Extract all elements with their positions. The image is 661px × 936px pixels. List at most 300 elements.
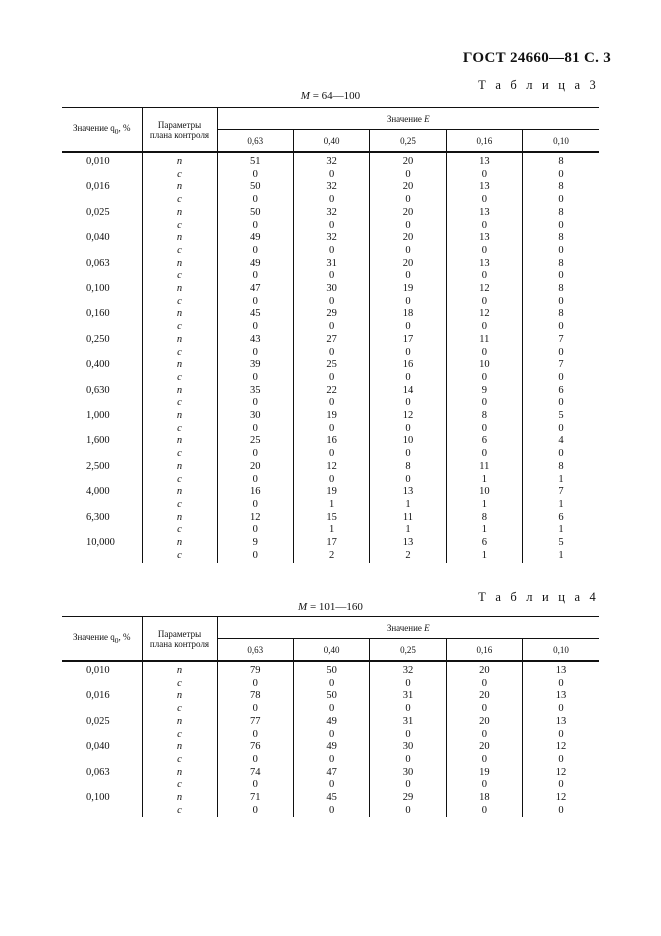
q0-value-cell: 0,063	[86, 257, 110, 269]
table-3-subtitle	[0, 90, 661, 102]
value-cell: 6	[523, 512, 599, 525]
value-cell: 0	[370, 474, 446, 487]
param-c-cell: c	[142, 779, 217, 792]
value-cell: 0	[217, 550, 293, 563]
value-cell: 0	[370, 321, 446, 334]
q0-value-cell: 0,250	[86, 333, 110, 345]
param-c-cell: c	[142, 805, 217, 818]
value-cell: 20	[370, 152, 446, 169]
value-cell: 0	[293, 423, 369, 436]
q0-value-cell: 10,000	[86, 537, 115, 549]
param-c-cell: c	[142, 448, 217, 461]
param-n-cell: n	[142, 334, 217, 347]
table-row	[62, 524, 599, 537]
param-c-cell: c	[142, 220, 217, 233]
param-c-cell: c	[142, 372, 217, 385]
q0-value-cell	[62, 678, 142, 691]
value-cell: 0	[217, 474, 293, 487]
value-cell: 8	[523, 258, 599, 271]
table-row	[62, 435, 599, 448]
value-cell: 13	[446, 152, 522, 169]
value-cell: 0	[446, 448, 522, 461]
table-row	[62, 512, 599, 525]
value-cell: 7	[523, 334, 599, 347]
value-cell: 0	[523, 321, 599, 334]
table-row	[62, 423, 599, 436]
value-cell: 0	[446, 321, 522, 334]
value-cell: 0	[523, 703, 599, 716]
page-header: ГОСТ 24660—81 С. 3	[462, 50, 611, 66]
value-cell: 39	[217, 359, 293, 372]
value-cell: 0	[293, 754, 369, 767]
value-cell: 20	[370, 258, 446, 271]
value-cell: 0	[370, 347, 446, 360]
value-cell: 0	[523, 729, 599, 742]
value-cell: 0	[523, 220, 599, 233]
param-c-cell: c	[142, 499, 217, 512]
e-value-header: 0,16	[446, 639, 522, 662]
value-cell: 49	[293, 716, 369, 729]
param-c-cell: c	[142, 729, 217, 742]
value-cell: 32	[293, 152, 369, 169]
value-cell: 12	[446, 308, 522, 321]
value-cell: 30	[293, 283, 369, 296]
q0-value-cell	[62, 474, 142, 487]
param-n-cell: n	[142, 207, 217, 220]
param-n-cell: n	[142, 232, 217, 245]
value-cell: 0	[370, 729, 446, 742]
q0-value-cell: 0,100	[86, 283, 110, 295]
q0-value-cell	[62, 296, 142, 309]
value-cell: 13	[523, 716, 599, 729]
value-cell: 49	[217, 258, 293, 271]
value-cell: 47	[217, 283, 293, 296]
value-cell: 0	[293, 805, 369, 818]
value-cell: 8	[523, 461, 599, 474]
value-cell: 0	[293, 296, 369, 309]
value-cell: 22	[293, 385, 369, 398]
subtitle-variable: M	[298, 601, 308, 613]
value-cell: 12	[523, 767, 599, 780]
value-cell: 18	[370, 308, 446, 321]
value-cell: 0	[446, 245, 522, 258]
e-value-header: 0,63	[217, 639, 293, 662]
value-cell: 0	[217, 372, 293, 385]
value-cell: 0	[523, 754, 599, 767]
value-cell: 1	[523, 550, 599, 563]
value-cell: 0	[293, 220, 369, 233]
value-cell: 8	[523, 283, 599, 296]
param-c-cell: c	[142, 296, 217, 309]
value-cell: 0	[293, 678, 369, 691]
value-cell: 7	[523, 359, 599, 372]
value-cell: 6	[446, 537, 522, 550]
q0-value-cell	[62, 372, 142, 385]
value-cell: 43	[217, 334, 293, 347]
value-cell: 0	[293, 448, 369, 461]
value-cell: 78	[217, 690, 293, 703]
value-cell: 1	[370, 499, 446, 512]
q0-value-cell: 0,063	[86, 766, 110, 778]
table-row	[62, 372, 599, 385]
value-cell: 45	[293, 792, 369, 805]
value-cell: 31	[370, 690, 446, 703]
value-cell: 0	[217, 270, 293, 283]
value-cell: 0	[217, 524, 293, 537]
q0-value-cell: 0,016	[86, 181, 110, 193]
q0-value-cell	[62, 779, 142, 792]
value-cell: 20	[370, 181, 446, 194]
q0-value-cell: 1,000	[86, 410, 110, 422]
value-cell: 0	[217, 448, 293, 461]
param-c-cell: c	[142, 754, 217, 767]
col-header-q: Значение $q_0$, %	[62, 108, 142, 153]
value-cell: 12	[446, 283, 522, 296]
value-cell: 0	[293, 397, 369, 410]
param-n-cell: n	[142, 690, 217, 703]
value-cell: 11	[446, 334, 522, 347]
value-cell: 13	[446, 232, 522, 245]
value-cell: 50	[293, 690, 369, 703]
param-c-cell: c	[142, 423, 217, 436]
value-cell: 9	[217, 537, 293, 550]
value-cell: 1	[523, 524, 599, 537]
value-cell: 0	[217, 703, 293, 716]
value-cell: 1	[446, 474, 522, 487]
table-row	[62, 410, 599, 423]
value-cell: 8	[523, 308, 599, 321]
value-cell: 20	[370, 232, 446, 245]
value-cell: 32	[293, 232, 369, 245]
q0-value-cell	[62, 397, 142, 410]
table-row	[62, 661, 599, 678]
value-cell: 8	[523, 232, 599, 245]
value-cell: 0	[523, 779, 599, 792]
value-cell: 0	[446, 423, 522, 436]
value-cell: 0	[446, 678, 522, 691]
table-row	[62, 805, 599, 818]
col-header-params: Параметры плана контроля	[142, 617, 217, 662]
q0-value-cell	[62, 729, 142, 742]
value-cell: 0	[370, 270, 446, 283]
value-cell: 1	[446, 550, 522, 563]
value-cell: 6	[446, 435, 522, 448]
param-n-cell: n	[142, 359, 217, 372]
value-cell: 16	[370, 359, 446, 372]
table-row	[62, 296, 599, 309]
param-n-cell: n	[142, 152, 217, 169]
table-row	[62, 448, 599, 461]
table-row	[62, 258, 599, 271]
value-cell: 0	[217, 220, 293, 233]
table-row	[62, 334, 599, 347]
value-cell: 11	[370, 512, 446, 525]
value-cell: 0	[370, 169, 446, 182]
value-cell: 0	[370, 194, 446, 207]
q0-value-cell: 1,600	[86, 435, 110, 447]
q0-value-cell	[62, 270, 142, 283]
value-cell: 19	[370, 283, 446, 296]
value-cell: 0	[523, 245, 599, 258]
value-cell: 12	[370, 410, 446, 423]
q0-value-cell	[62, 194, 142, 207]
value-cell: 32	[293, 181, 369, 194]
table-row	[62, 181, 599, 194]
param-c-cell: c	[142, 678, 217, 691]
param-n-cell: n	[142, 537, 217, 550]
value-cell: 13	[523, 661, 599, 678]
subtitle-variable: M	[300, 90, 310, 102]
table-row	[62, 283, 599, 296]
q0-value-cell	[62, 423, 142, 436]
value-cell: 10	[370, 435, 446, 448]
value-cell: 16	[293, 435, 369, 448]
q0-value-cell	[62, 347, 142, 360]
param-c-cell: c	[142, 474, 217, 487]
value-cell: 27	[293, 334, 369, 347]
value-cell: 0	[523, 169, 599, 182]
value-cell: 49	[217, 232, 293, 245]
value-cell: 0	[370, 397, 446, 410]
value-cell: 13	[446, 181, 522, 194]
value-cell: 0	[523, 423, 599, 436]
table-row	[62, 729, 599, 742]
value-cell: 6	[523, 385, 599, 398]
value-cell: 1	[293, 499, 369, 512]
param-n-cell: n	[142, 661, 217, 678]
value-cell: 31	[293, 258, 369, 271]
param-n-cell: n	[142, 512, 217, 525]
value-cell: 0	[370, 220, 446, 233]
value-cell: 0	[446, 729, 522, 742]
value-cell: 0	[293, 372, 369, 385]
table-row	[62, 779, 599, 792]
table-row	[62, 690, 599, 703]
value-cell: 0	[370, 678, 446, 691]
table-row	[62, 703, 599, 716]
q0-value-cell	[62, 245, 142, 258]
table-row	[62, 716, 599, 729]
value-cell: 0	[217, 245, 293, 258]
table-row	[62, 385, 599, 398]
value-cell: 16	[217, 486, 293, 499]
value-cell: 0	[446, 194, 522, 207]
value-cell: 13	[446, 207, 522, 220]
q0-value-cell: 0,016	[86, 690, 110, 702]
value-cell: 17	[293, 537, 369, 550]
table-row	[62, 741, 599, 754]
q0-value-cell: 0,160	[86, 308, 110, 320]
table-row	[62, 792, 599, 805]
param-n-cell: n	[142, 181, 217, 194]
q0-value-cell	[62, 499, 142, 512]
param-c-cell: c	[142, 703, 217, 716]
value-cell: 9	[446, 385, 522, 398]
value-cell: 0	[293, 194, 369, 207]
value-cell: 0	[446, 397, 522, 410]
value-cell: 77	[217, 716, 293, 729]
table-row	[62, 194, 599, 207]
param-c-cell: c	[142, 347, 217, 360]
param-n-cell: n	[142, 741, 217, 754]
table-row	[62, 232, 599, 245]
value-cell: 20	[446, 661, 522, 678]
value-cell: 47	[293, 767, 369, 780]
value-cell: 0	[293, 270, 369, 283]
param-n-cell: n	[142, 767, 217, 780]
value-cell: 25	[217, 435, 293, 448]
value-cell: 17	[370, 334, 446, 347]
param-c-cell: c	[142, 550, 217, 563]
value-cell: 8	[446, 410, 522, 423]
table-row	[62, 550, 599, 563]
col-header-params: Параметры плана контроля	[142, 108, 217, 153]
value-cell: 0	[217, 169, 293, 182]
value-cell: 20	[370, 207, 446, 220]
e-value-header: 0,25	[370, 130, 446, 153]
value-cell: 50	[217, 207, 293, 220]
value-cell: 12	[217, 512, 293, 525]
value-cell: 1	[446, 524, 522, 537]
value-cell: 32	[370, 661, 446, 678]
value-cell: 12	[293, 461, 369, 474]
col-header-value-e: Значение E	[217, 108, 599, 130]
value-cell: 13	[370, 537, 446, 550]
value-cell: 15	[293, 512, 369, 525]
e-value-header: 0,40	[293, 639, 369, 662]
value-cell: 0	[293, 169, 369, 182]
value-cell: 0	[370, 423, 446, 436]
value-cell: 0	[523, 678, 599, 691]
table-row	[62, 461, 599, 474]
value-cell: 0	[217, 805, 293, 818]
value-cell: 29	[293, 308, 369, 321]
table-3-caption: Т а б л и ц а 3	[478, 78, 599, 92]
param-n-cell: n	[142, 716, 217, 729]
value-cell: 74	[217, 767, 293, 780]
value-cell: 1	[523, 499, 599, 512]
q0-value-cell	[62, 805, 142, 818]
q0-value-cell	[62, 321, 142, 334]
value-cell: 19	[293, 486, 369, 499]
value-cell: 8	[523, 207, 599, 220]
table-3	[62, 107, 599, 563]
q0-value-cell	[62, 754, 142, 767]
value-cell: 20	[446, 741, 522, 754]
value-cell: 0	[370, 754, 446, 767]
value-cell: 0	[217, 678, 293, 691]
value-cell: 10	[446, 359, 522, 372]
value-cell: 13	[446, 258, 522, 271]
value-cell: 0	[217, 321, 293, 334]
value-cell: 0	[293, 779, 369, 792]
q0-value-cell: 0,025	[86, 715, 110, 727]
value-cell: 8	[446, 512, 522, 525]
q0-value-cell	[62, 703, 142, 716]
col-header-q: Значение $q_0$, %	[62, 617, 142, 662]
param-n-cell: n	[142, 792, 217, 805]
value-cell: 0	[446, 296, 522, 309]
value-cell: 0	[370, 805, 446, 818]
q0-value-cell: 0,100	[86, 792, 110, 804]
value-cell: 0	[217, 347, 293, 360]
q0-value-cell: 0,400	[86, 359, 110, 371]
value-cell: 0	[217, 729, 293, 742]
table-row	[62, 245, 599, 258]
q0-value-cell	[62, 550, 142, 563]
value-cell: 8	[370, 461, 446, 474]
value-cell: 30	[217, 410, 293, 423]
value-cell: 0	[446, 754, 522, 767]
value-cell: 20	[217, 461, 293, 474]
value-cell: 0	[293, 729, 369, 742]
table-row	[62, 359, 599, 372]
q0-value-cell: 0,010	[86, 156, 110, 167]
e-value-header: 0,10	[523, 130, 599, 153]
value-cell: 10	[446, 486, 522, 499]
value-cell: 13	[523, 690, 599, 703]
e-value-header: 0,16	[446, 130, 522, 153]
value-cell: 25	[293, 359, 369, 372]
table-row	[62, 207, 599, 220]
value-cell: 0	[217, 423, 293, 436]
table-row	[62, 499, 599, 512]
value-cell: 0	[523, 296, 599, 309]
param-n-cell: n	[142, 410, 217, 423]
value-cell: 0	[370, 448, 446, 461]
value-cell: 0	[523, 372, 599, 385]
q0-value-cell	[62, 448, 142, 461]
value-cell: 0	[446, 805, 522, 818]
value-cell: 30	[370, 767, 446, 780]
value-cell: 0	[446, 347, 522, 360]
value-cell: 71	[217, 792, 293, 805]
table-row	[62, 270, 599, 283]
value-cell: 0	[446, 703, 522, 716]
value-cell: 0	[370, 245, 446, 258]
value-cell: 35	[217, 385, 293, 398]
value-cell: 4	[523, 435, 599, 448]
q0-value-cell	[62, 220, 142, 233]
value-cell: 11	[446, 461, 522, 474]
table-row	[62, 308, 599, 321]
value-cell: 13	[370, 486, 446, 499]
value-cell: 0	[217, 499, 293, 512]
value-cell: 0	[370, 703, 446, 716]
value-cell: 0	[446, 220, 522, 233]
table-row	[62, 474, 599, 487]
value-cell: 7	[523, 486, 599, 499]
value-cell: 30	[370, 741, 446, 754]
table-4-subtitle	[0, 601, 661, 613]
value-cell: 31	[370, 716, 446, 729]
value-cell: 0	[217, 779, 293, 792]
value-cell: 79	[217, 661, 293, 678]
value-cell: 45	[217, 308, 293, 321]
value-cell: 8	[523, 152, 599, 169]
value-cell: 0	[446, 779, 522, 792]
param-n-cell: n	[142, 385, 217, 398]
value-cell: 0	[523, 805, 599, 818]
value-cell: 2	[370, 550, 446, 563]
value-cell: 1	[293, 524, 369, 537]
value-cell: 0	[217, 754, 293, 767]
value-cell: 0	[293, 347, 369, 360]
table-4-caption: Т а б л и ц а 4	[478, 590, 599, 604]
value-cell: 0	[446, 169, 522, 182]
table-row	[62, 220, 599, 233]
e-value-header: 0,40	[293, 130, 369, 153]
